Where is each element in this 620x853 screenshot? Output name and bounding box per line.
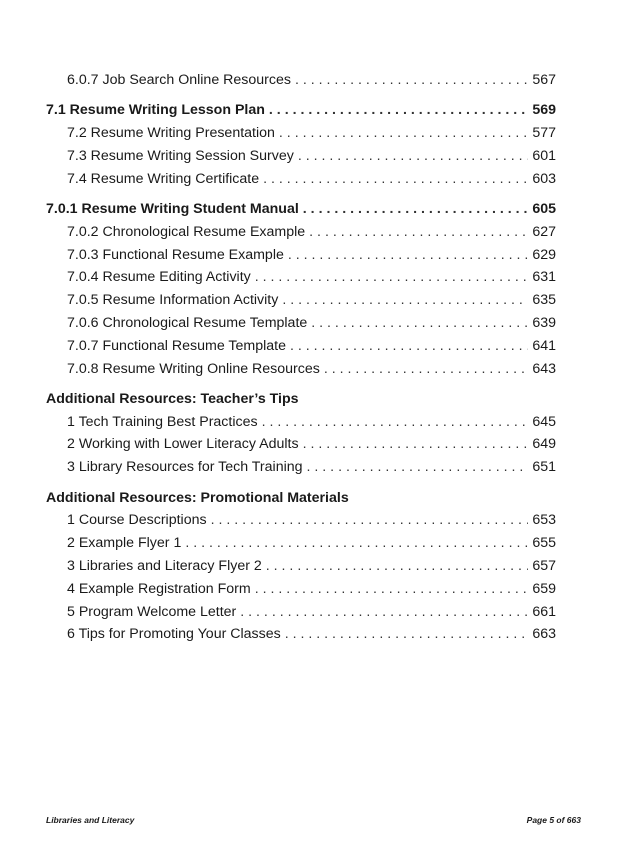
dot-leader [285,623,529,646]
toc-entry-page: 663 [532,626,556,643]
toc-entry-title: 7.3 Resume Writing Session Survey [67,147,294,164]
toc-entry-title: 1 Tech Training Best Practices [67,413,258,430]
toc-section-title: 7.1 Resume Writing Lesson Plan [46,102,265,119]
toc-group-heading: Additional Resources: Teacher’s Tips [46,390,299,407]
toc-section-title: 7.0.1 Resume Writing Student Manual [46,200,299,217]
footer-document-title: Libraries and Literacy [46,815,135,825]
toc-entry-title: 4 Example Registration Form [67,580,251,597]
toc-entry[interactable] [46,358,556,381]
toc-entry-title: 6.0.7 Job Search Online Resources [67,72,291,88]
toc-section-heading[interactable] [46,99,556,122]
toc-entry-title: 7.0.3 Functional Resume Example [67,246,284,263]
toc-entry-page: 601 [532,147,556,164]
toc-entry[interactable] [46,411,556,434]
toc-entry[interactable] [46,168,556,191]
dot-leader [263,168,528,191]
toc-entry-page: 649 [532,436,556,453]
toc-entry[interactable] [46,335,556,358]
toc-entry-page: 643 [532,360,556,377]
dot-leader [295,69,528,92]
toc-entry-page: 655 [532,535,556,552]
dot-leader [303,433,529,456]
toc-entry[interactable] [46,555,556,578]
toc-entry-title: 6 Tips for Promoting Your Classes [67,626,281,643]
toc-entry-title: 7.0.4 Resume Editing Activity [67,269,251,286]
toc-group-heading: Additional Resources: Promotional Materials [46,489,349,506]
dot-leader [307,456,529,479]
toc-entry-title: 7.0.8 Resume Writing Online Resources [67,360,320,377]
toc-entry[interactable] [46,289,556,312]
toc-entry[interactable] [46,623,556,646]
toc-section-page: 569 [532,102,556,119]
toc-entry-page: 653 [532,512,556,529]
toc-entry-title: 7.0.7 Functional Resume Template [67,337,286,354]
dot-leader [288,244,528,267]
toc-entry-title: 5 Program Welcome Letter [67,603,237,620]
footer-page-number: Page 5 of 663 [526,815,581,825]
toc-entry-page: 651 [532,459,556,476]
dot-leader [311,312,528,335]
toc-entry-title: 7.4 Resume Writing Certificate [67,170,260,187]
dot-leader [324,358,528,381]
dot-leader [269,99,528,122]
toc-entry-page: 629 [532,246,556,263]
toc-entry[interactable] [46,578,556,601]
toc-entry[interactable] [46,122,556,145]
dot-leader [303,198,529,221]
toc-entry[interactable] [46,601,556,624]
dot-leader [211,509,529,532]
dot-leader [290,335,528,358]
dot-leader [240,601,528,624]
toc-entry-page: 631 [532,269,556,286]
toc-entry[interactable] [46,509,556,532]
toc-entry-title: 2 Example Flyer 1 [67,535,182,552]
toc-entry-page: 645 [532,413,556,430]
dot-leader [255,266,529,289]
dot-leader [298,145,528,168]
toc-entry-page: 627 [532,223,556,240]
toc-entry-title: 1 Course Descriptions [67,512,207,529]
toc-entry[interactable] [46,244,556,267]
toc-entry[interactable] [46,312,556,335]
toc-entry[interactable] [46,221,556,244]
toc-entry-page: 603 [532,170,556,187]
toc-entry-title: 3 Libraries and Literacy Flyer 2 [67,557,262,574]
toc-section-page: 605 [532,200,556,217]
toc-entry[interactable] [46,145,556,168]
toc-entry-title: 7.0.5 Resume Information Activity [67,292,279,309]
toc-entry-page: 639 [532,314,556,331]
dot-leader [255,578,529,601]
toc-entry-page: 661 [532,603,556,620]
toc-entry[interactable] [46,456,556,479]
toc-entry-title: 7.0.6 Chronological Resume Template [67,314,308,331]
toc-section-heading[interactable] [46,198,556,221]
dot-leader [279,122,528,145]
dot-leader [309,221,528,244]
dot-leader [266,555,529,578]
dot-leader [262,411,529,434]
toc-entry[interactable] [46,69,556,92]
toc-entry-page: 635 [532,292,556,309]
toc-entry-page: 659 [532,580,556,597]
toc-entry-title: 3 Library Resources for Tech Training [67,459,303,476]
toc-entry[interactable] [46,433,556,456]
toc-entry[interactable] [46,532,556,555]
toc-entry-title: 7.0.2 Chronological Resume Example [67,223,306,240]
toc-entry-page: 577 [532,125,556,142]
toc-entry-page: 641 [532,337,556,354]
dot-leader [282,289,528,312]
table-of-contents [46,69,556,646]
toc-entry-title: 2 Working with Lower Literacy Adults [67,436,299,453]
dot-leader [185,532,528,555]
toc-entry-title: 7.2 Resume Writing Presentation [67,125,275,142]
toc-entry[interactable] [46,266,556,289]
toc-entry-page: 567 [532,72,556,88]
toc-entry-page: 657 [532,557,556,574]
